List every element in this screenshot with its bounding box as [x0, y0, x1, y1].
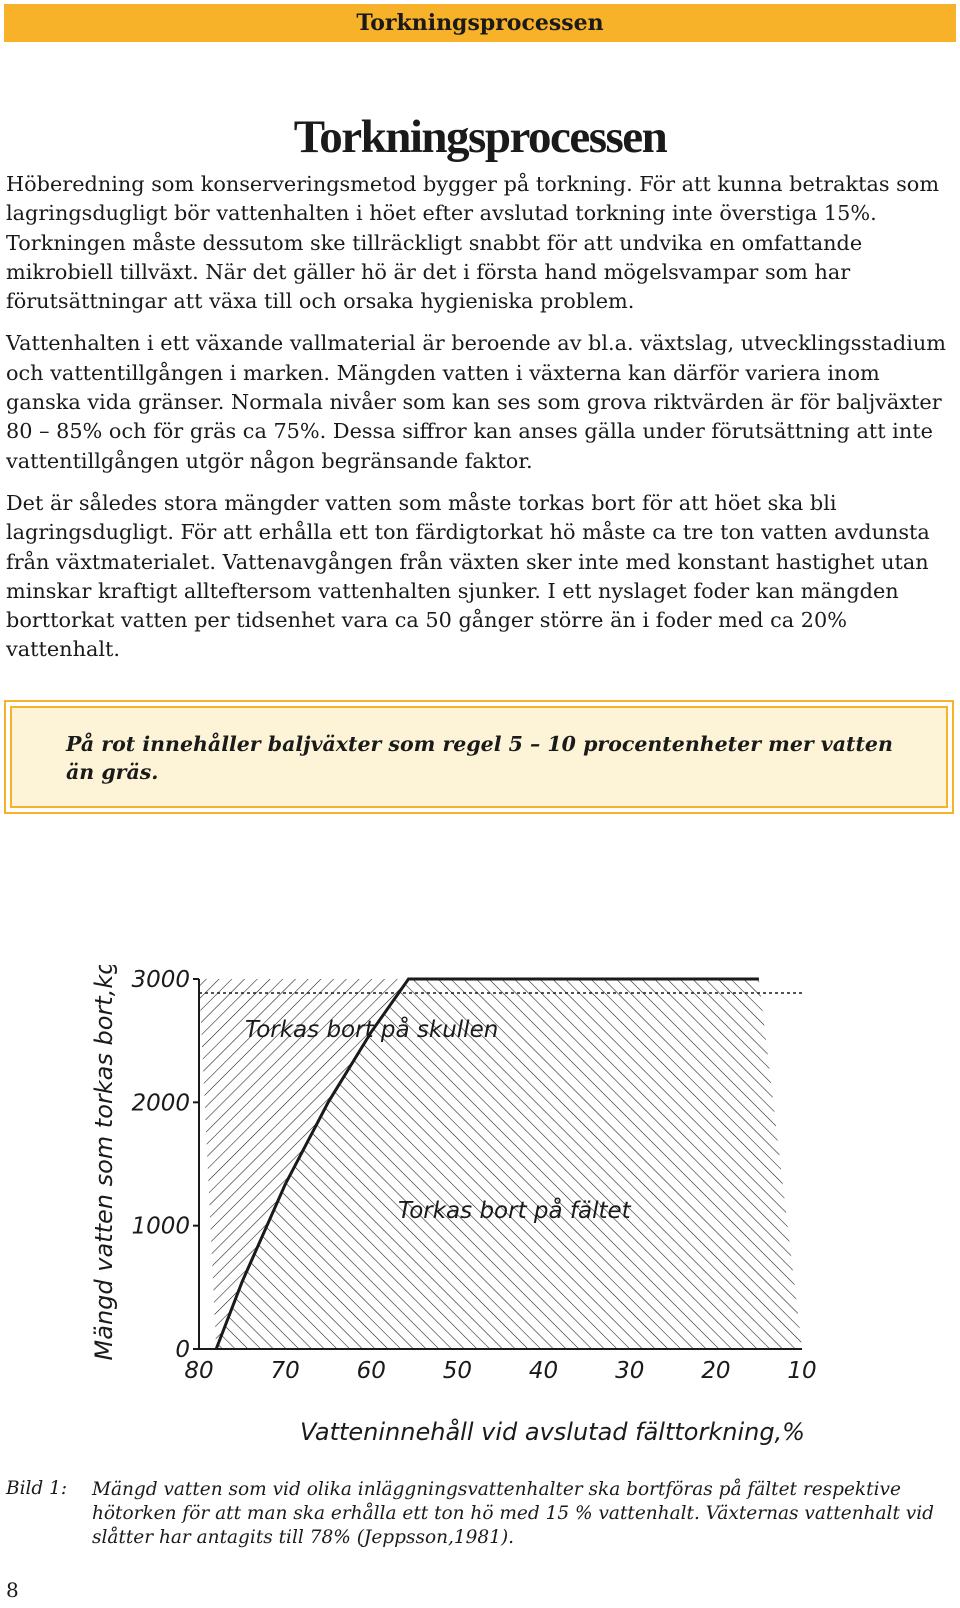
- annotation-skullen: Torkas bort på skullen: [245, 1017, 499, 1043]
- caption-text: Mängd vatten som vid olika inläggningsvattenhalter ska bortföras på fältet respektive hötorken för att man ska erhålla ett ton hö med 15 % vattenhalt. Växternas vattenhalt vid slåtter har antagits till 78% (Jeppsson,1981).: [92, 1479, 935, 1548]
- y-tick-label: 0: [175, 1337, 190, 1363]
- header-bar: [4, 4, 956, 42]
- x-tick-label: 10: [787, 1358, 817, 1384]
- page-number: 8: [6, 1578, 19, 1602]
- callout-text: På rot innehåller baljväxter som regel 5 – 10 procentenheter mer vatten än gräs.: [66, 732, 893, 784]
- x-tick-label: 60: [356, 1358, 386, 1384]
- x-tick-label: 50: [442, 1358, 473, 1384]
- annotation-faltet: Torkas bort på fältet: [398, 1198, 631, 1224]
- figure: [80, 965, 890, 1465]
- paragraph: Vattenhalten i ett växande vallmaterial är beroende av bl.a. växtslag, utvecklingsstadium och vattentillgången i marken. Mängden vatten i växterna kan därför variera inom ganska vida gränser. Normala nivåer som kan ses som grova riktvärden är för baljväxter 80 – 85% och för gräs ca 75%. Dessa siffror kan anses gälla under förutsättning att inte vattentillgången utgör någon begränsande faktor.: [6, 331, 946, 473]
- y-tick-label: 2000: [131, 1090, 190, 1117]
- paragraph: Det är således stora mängder vatten som måste torkas bort för att höet ska bli lagringsdugligt. För att erhålla ett ton färdigtorkat hö måste ca tre ton vatten avdunsta från växtmaterialet. Vattenavgången från växten sker inte med konstant hastighet utan minskar kraftigt allteftersom vattenhalten sjunker. I ett nyslaget foder kan mängden borttorkat vatten per tidsenhet vara ca 50 gånger större än i foder med ca 20% vattenhalt.: [6, 490, 930, 662]
- x-tick-label: 80: [184, 1358, 214, 1384]
- x-tick-label: 20: [701, 1358, 731, 1384]
- page-title: Torkningsprocessen: [293, 111, 667, 163]
- body-text: [6, 170, 950, 678]
- x-axis-label: Vatteninnehåll vid avslutad fälttorkning,%: [300, 1418, 805, 1446]
- y-axis-label: Mängd vatten som torkas bort,kg: [90, 965, 118, 1361]
- x-tick-label: 40: [528, 1358, 559, 1384]
- y-tick-label: 3000: [131, 967, 190, 993]
- x-tick-label: 30: [615, 1358, 645, 1384]
- callout-inner: [10, 706, 948, 808]
- callout-box: [4, 700, 954, 814]
- paragraph: Höberedning som konserveringsmetod bygger på torkning. För att kunna betraktas som lagringsdugligt bör vattenhalten i höet efter avslutad torkning inte överstiga 15%. Torkningen måste dessutom ske tillräckligt snabbt för att undvika en omfattande mikrobiell tillväxt. När det gäller hö är det i första hand mögelsvampar som har förutsättningar att växa till och orsaka hygieniska problem.: [6, 172, 940, 314]
- caption-label: Bild 1:: [6, 1478, 68, 1499]
- y-tick-label: 1000: [131, 1213, 190, 1240]
- header-title: Torkningsprocessen: [356, 10, 604, 36]
- chart: [80, 965, 890, 1465]
- x-tick-label: 70: [270, 1358, 300, 1384]
